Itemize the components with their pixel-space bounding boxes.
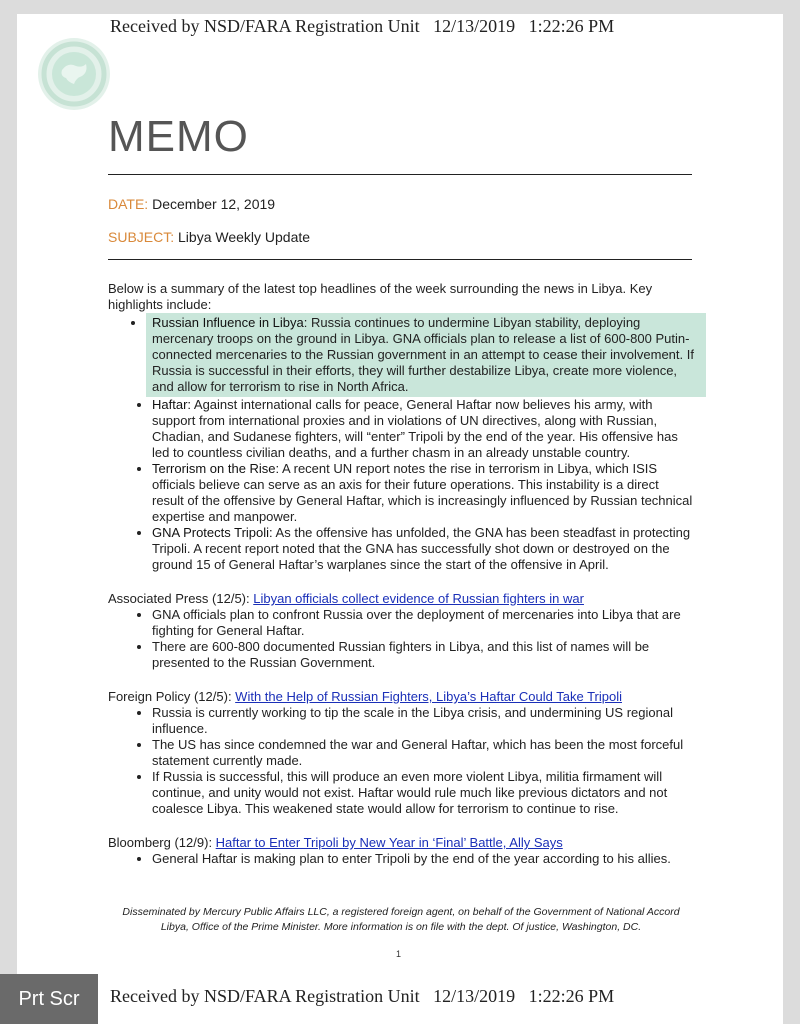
highlight-term: GNA Protects Tripoli: (152, 525, 273, 540)
highlight-term: Haftar: (152, 397, 192, 412)
divider-top (108, 174, 692, 175)
highlight-text: : Russia continues to undermine Libyan stability, deploying mercenary troops on the ground in Libya. GNA officials plan to release a list of 600-800 Putin-connected mercenaries to the Russian government in an attempt to cease their involvement. If Russia is successful in their efforts, they will further destabilize Libya, create more violence, and allow for terrorism to rise in North Africa. (152, 315, 694, 394)
source-prefix: Bloomberg (12/9): (108, 835, 216, 850)
subject-value: Libya Weekly Update (178, 229, 311, 245)
highlight-text: Against international calls for peace, General Haftar now believes his army, with support from international proxies and in violations of UN directives, along with Russian, Chadian, and Sudanese fighters, will “enter” Tripoli by the end of the year. His offensive has led to countless civilian deaths, and a further chasm in an already unstable country. (152, 397, 678, 460)
memo-body (108, 281, 694, 867)
source-prefix: Foreign Policy (12/5): (108, 689, 236, 704)
article-link-bloomberg[interactable]: Haftar to Enter Tripoli by New Year in ‘Final’ Battle, Ally Says (215, 835, 563, 850)
highlight-item-haftar (152, 397, 694, 461)
print-screen-button[interactable]: Prt Scr (0, 974, 98, 1024)
highlight-item-gna-protects (152, 525, 694, 573)
highlight-item-terrorism (152, 461, 694, 525)
registration-stamp-bottom: Received by NSD/FARA Registration Unit 12/13/2019 1:22:26 PM (110, 986, 615, 1006)
source-bullet: • The US has since condemned the war and General Haftar, which has been the most forceful statement currently made. (152, 737, 694, 769)
article-link-foreign-policy[interactable]: With the Help of Russian Fighters, Libya’s Haftar Could Take Tripoli (235, 689, 622, 704)
globe-seal-icon (36, 36, 112, 112)
registration-stamp-top: Received by NSD/FARA Registration Unit 12/13/2019 1:22:26 PM (110, 16, 615, 36)
source-bullet: • General Haftar is making plan to enter Tripoli by the end of the year according to his allies. (152, 851, 694, 867)
date-label: DATE: (108, 196, 149, 212)
page-number: 1 (396, 949, 402, 959)
article-link-ap[interactable]: Libyan officials collect evidence of Russian fighters in war (253, 591, 584, 606)
highlight-text: A recent UN report notes the rise in terrorism in Libya, which ISIS officials believe can serve as an axis for their future operations. This instability is a direct result of the offensive by General Haftar, which is increasingly influenced by Russian technical expertise and manpower. (152, 461, 693, 524)
highlight-term: Terrorism on the Rise: (152, 461, 280, 476)
intro-paragraph: Below is a summary of the latest top headlines of the week surrounding the news in Libya. Key highlights include: (108, 281, 653, 312)
source-foreign-policy (108, 689, 694, 817)
source-bullet: • If Russia is successful, this will produce an even more violent Libya, militia firmament will continue, and unity would not exist. Haftar would rule much like previous dictators and not coalesce Libya. This weakened state would allow for terrorism to continue to rise. (152, 769, 694, 817)
highlight-text: As the offensive has unfolded, the GNA has been steadfast in protecting Tripoli. A recent report noted that the GNA has successfully shot down or destroyed on the ground 15 of General Haftar’s warplanes since the start of the offensive in April. (152, 525, 691, 572)
highlight-term: Russian Influence in Libya (152, 315, 304, 330)
source-bloomberg (108, 835, 694, 867)
source-bullet: • Russia is currently working to tip the scale in the Libya crisis, and undermining US regional influence. (152, 705, 694, 737)
memo-title: MEMO (108, 112, 249, 161)
date-value: December 12, 2019 (152, 196, 276, 212)
subject-line (108, 229, 310, 245)
disclosure-footer: Disseminated by Mercury Public Affairs LLC, a registered foreign agent, on behalf of the Government of National Accord Libya, Office of the Prime Minister. More information is on file with the dept. Of justice, Washington, DC. (122, 906, 680, 933)
source-bullet: • There are 600-800 documented Russian fighters in Libya, and this list of names will be presented to the Russian Government. (152, 639, 694, 671)
divider-bottom (108, 259, 692, 260)
date-line (108, 196, 275, 212)
source-prefix: Associated Press (12/5): (108, 591, 254, 606)
source-bullet: • GNA officials plan to confront Russia over the deployment of mercenaries into Libya that are fighting for General Haftar. (152, 607, 694, 639)
highlights-list (108, 313, 694, 573)
subject-label: SUBJECT: (108, 229, 175, 245)
highlight-item-russian-influence (146, 313, 706, 397)
source-associated-press (108, 591, 694, 671)
